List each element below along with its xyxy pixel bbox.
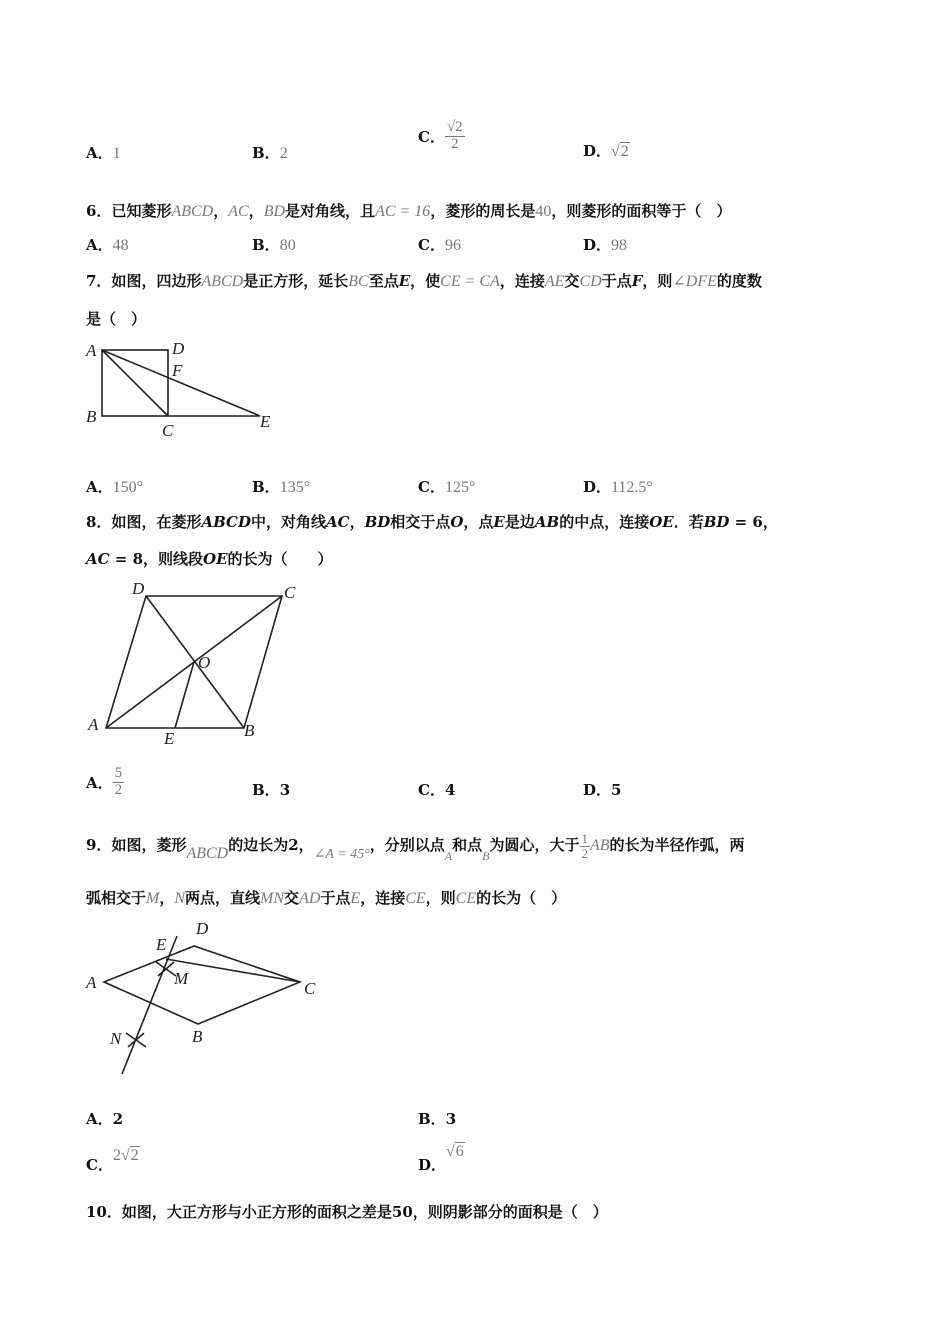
line-mn — [122, 936, 177, 1074]
q7-option-d[interactable] — [583, 476, 653, 497]
q7-option-c[interactable] — [418, 476, 475, 497]
stem-text: 两点，直线 — [185, 889, 261, 907]
option-label: C． — [418, 236, 445, 254]
stem-text: ， — [248, 202, 264, 220]
stem-text: 的长为（ ） — [227, 550, 333, 568]
point-e: E — [156, 935, 167, 954]
sqrt-sign: √ — [446, 1143, 455, 1160]
stem-text: ，连接 — [360, 889, 406, 907]
math-bold: AB — [534, 513, 560, 531]
q9-option-c[interactable] — [86, 1144, 140, 1174]
q6-option-c[interactable] — [418, 234, 461, 255]
option-value: 96 — [444, 237, 461, 254]
stem-text: ， — [159, 889, 175, 907]
q9-stem — [86, 831, 745, 864]
stem-text: 于点 — [320, 889, 351, 907]
q6-option-b[interactable] — [252, 234, 296, 255]
q7-stem — [86, 270, 762, 291]
fraction — [445, 120, 465, 153]
stem-text: 为圆心，大于 — [489, 836, 580, 855]
segment-oe — [175, 662, 194, 728]
math: ∠DFE — [672, 273, 717, 290]
q9-stem-line2 — [86, 887, 566, 908]
radicand: 2 — [620, 143, 629, 160]
option-value: 125° — [444, 479, 476, 496]
q9-option-a[interactable] — [86, 1108, 123, 1129]
math: A — [444, 849, 453, 864]
stem-text: ，则 — [642, 272, 673, 290]
math: AC — [228, 203, 249, 220]
q7-option-b[interactable] — [252, 476, 310, 497]
option-label: B． — [252, 478, 280, 496]
option-label: D． — [418, 1156, 447, 1174]
option-value: 48 — [112, 237, 129, 254]
q6-option-a[interactable] — [86, 234, 129, 255]
math-bold: OE — [203, 550, 228, 568]
q7-stem-line2: 是（ ） — [86, 310, 147, 328]
q9-option-d[interactable] — [418, 1140, 465, 1174]
point-o: O — [198, 653, 211, 672]
q9-figure-rhombus — [82, 916, 332, 1078]
fraction-numerator: 1 — [581, 831, 588, 846]
q5-option-d[interactable] — [583, 140, 630, 161]
radicand: 6 — [455, 1143, 464, 1160]
option-value: 3 — [445, 1110, 457, 1128]
stem-text: 如图，在菱形 — [111, 513, 202, 531]
stem-text: ，菱形的周长是 — [430, 202, 536, 220]
q7-figure-square — [80, 336, 280, 446]
stem-text: 的度数 — [716, 272, 762, 290]
option-label: A． — [86, 236, 113, 254]
q6-option-d[interactable] — [583, 234, 627, 255]
stem-text: ．若 — [673, 513, 704, 531]
math: AB — [590, 837, 610, 855]
option-label: C． — [418, 781, 445, 799]
point-d: D — [196, 919, 209, 938]
stem-text: ，连接 — [499, 272, 545, 290]
option-label: C． — [418, 478, 445, 496]
diagonal-ac — [102, 350, 168, 416]
q5-option-b[interactable] — [252, 142, 288, 163]
option-label: D． — [583, 236, 612, 254]
diagonal-bd — [146, 596, 244, 728]
math-bold: E — [493, 513, 505, 531]
arc-mark-n — [128, 1033, 144, 1047]
q6-stem — [86, 200, 731, 221]
q8-option-d[interactable] — [583, 779, 621, 800]
stem-text: 是对角线，且 — [285, 202, 376, 220]
stem-text: 如图，四边形 — [111, 272, 202, 290]
math: E — [350, 890, 361, 907]
radicand: 2 — [130, 1147, 139, 1164]
math: MN — [260, 890, 285, 907]
q9-option-b[interactable] — [418, 1108, 456, 1129]
math: 40 — [535, 203, 552, 220]
stem-text: 如图，菱形 — [111, 836, 187, 855]
stem-text: 的长为半径作弧，两 — [609, 836, 745, 855]
math-bold: ABCD — [201, 513, 251, 531]
option-label: B． — [418, 1110, 446, 1128]
q8-stem — [86, 511, 778, 532]
option-label: A． — [86, 144, 113, 162]
option-label: B． — [252, 781, 280, 799]
option-value: 2 — [279, 145, 288, 162]
option-label: A． — [86, 773, 113, 792]
option-value: 2 — [112, 1110, 124, 1128]
stem-text: 交 — [284, 889, 300, 907]
option-value: 80 — [279, 237, 296, 254]
question-number: 6． — [86, 202, 112, 220]
math: CE = CA — [440, 273, 500, 290]
point-n: N — [110, 1029, 122, 1048]
sqrt-expression — [446, 1142, 465, 1160]
fraction-numerator: √2 — [446, 119, 463, 135]
math-bold: O — [450, 513, 464, 531]
option-value: 4 — [444, 781, 456, 799]
q8-option-a[interactable] — [86, 766, 124, 799]
point-e: E — [164, 729, 175, 748]
stem-text: 的中点，连接 — [559, 513, 650, 531]
point-f: F — [172, 361, 183, 380]
point-c: C — [162, 421, 174, 440]
q8-figure-rhombus — [82, 578, 322, 748]
fraction-denominator: 2 — [114, 781, 123, 798]
point-b: B — [86, 407, 97, 426]
stem-text: ，使 — [410, 272, 441, 290]
option-value: 150° — [112, 479, 144, 496]
math-bold: AC — [86, 550, 110, 568]
q8-option-c[interactable] — [418, 779, 455, 800]
q5-option-a[interactable] — [86, 142, 121, 163]
math: CE — [405, 890, 426, 907]
question-number: 9． — [86, 836, 112, 855]
option-label: C． — [418, 127, 445, 146]
q8-option-b[interactable] — [252, 779, 290, 800]
q5-option-c[interactable] — [418, 120, 465, 153]
stem-text: 和点 — [452, 836, 483, 855]
option-value: 98 — [611, 237, 628, 254]
math: N — [174, 890, 186, 907]
option-value: 3 — [279, 781, 291, 799]
math: BD — [263, 203, 286, 220]
stem-text: 中，对角线 — [251, 513, 327, 531]
math: AE — [544, 273, 565, 290]
option-value: 1 — [112, 145, 121, 162]
option-label: C． — [86, 1156, 113, 1174]
q7-option-a[interactable] — [86, 476, 143, 497]
option-label: A． — [86, 1110, 113, 1128]
stem-text: = 8，则线段 — [109, 550, 204, 568]
stem-text: 于点 — [601, 272, 632, 290]
question-number: 7． — [86, 272, 112, 290]
stem-text: ， — [213, 202, 229, 220]
question-number: 10． — [86, 1203, 122, 1221]
math-bold: AC — [326, 513, 350, 531]
stem-text: = 6， — [729, 513, 778, 531]
coefficient: 2 — [112, 1147, 121, 1164]
stem-text: 已知菱形 — [111, 202, 172, 220]
point-a: A — [88, 715, 99, 734]
math: CE — [455, 890, 477, 907]
option-label: D． — [583, 142, 612, 160]
math: ∠A = 45° — [313, 847, 370, 863]
point-d: D — [132, 579, 145, 598]
math-bold: BD — [703, 513, 730, 531]
segment-ae — [102, 350, 260, 416]
q10-stem — [86, 1201, 608, 1222]
stem-text: 相交于点 — [390, 513, 451, 531]
question-number: 8． — [86, 513, 112, 531]
option-label: D． — [583, 478, 612, 496]
q8-stem-line2 — [86, 548, 333, 569]
stem-text: ， — [349, 513, 365, 531]
option-value: 5 — [611, 781, 622, 799]
option-value: 135° — [279, 479, 311, 496]
rhombus-abcd — [104, 946, 300, 1024]
fraction-denominator: 2 — [445, 136, 465, 153]
math: ABCD — [186, 845, 229, 863]
sqrt-sign: √ — [611, 143, 620, 160]
option-label: D． — [583, 781, 612, 799]
point-m: M — [174, 969, 189, 988]
point-d: D — [172, 339, 185, 358]
stem-text: ，点 — [463, 513, 494, 531]
math: AC = 16 — [375, 203, 431, 220]
math: AD — [299, 890, 321, 907]
point-e: E — [260, 412, 271, 431]
stem-text: 如图，大正方形与小正方形的面积之差是50，则阴影部分的面积是（ ） — [121, 1203, 608, 1221]
math-bold: E — [398, 272, 411, 290]
stem-text: ，分别以点 — [369, 836, 445, 855]
sqrt-expression — [113, 1146, 140, 1164]
stem-text: 的长为（ ） — [476, 889, 567, 907]
stem-text: ，则 — [425, 889, 456, 907]
point-b: B — [244, 721, 255, 740]
point-c: C — [284, 583, 296, 602]
point-a: A — [86, 341, 97, 360]
math-bold: BD — [364, 513, 391, 531]
stem-text: 至点 — [368, 272, 399, 290]
math: M — [146, 890, 160, 907]
math: ABCD — [201, 273, 244, 290]
point-b: B — [192, 1027, 203, 1046]
sqrt-expression — [611, 142, 630, 160]
stem-text: 弧相交于 — [86, 889, 147, 907]
stem-text: 交 — [564, 272, 580, 290]
option-value: 112.5° — [611, 479, 653, 496]
math-bold: F — [631, 272, 643, 290]
math: B — [482, 849, 490, 864]
math: ABCD — [171, 203, 214, 220]
math: BC — [348, 273, 369, 290]
point-c: C — [304, 979, 316, 998]
option-label: B． — [252, 236, 280, 254]
stem-text: ，则菱形的面积等于（ ） — [551, 202, 732, 220]
math: CD — [579, 273, 602, 290]
fraction — [580, 832, 591, 860]
stem-text: 是正方形，延长 — [243, 272, 349, 290]
sqrt-sign: √ — [120, 1147, 130, 1164]
math-bold: OE — [649, 513, 674, 531]
fraction — [113, 766, 125, 799]
stem-text: 是边 — [504, 513, 535, 531]
fraction-denominator: 2 — [581, 845, 588, 861]
fraction-numerator: 5 — [114, 765, 123, 781]
stem-text: 的边长为2， — [228, 836, 314, 855]
option-label: A． — [86, 478, 113, 496]
point-a: A — [86, 973, 97, 992]
option-label: B． — [252, 144, 280, 162]
